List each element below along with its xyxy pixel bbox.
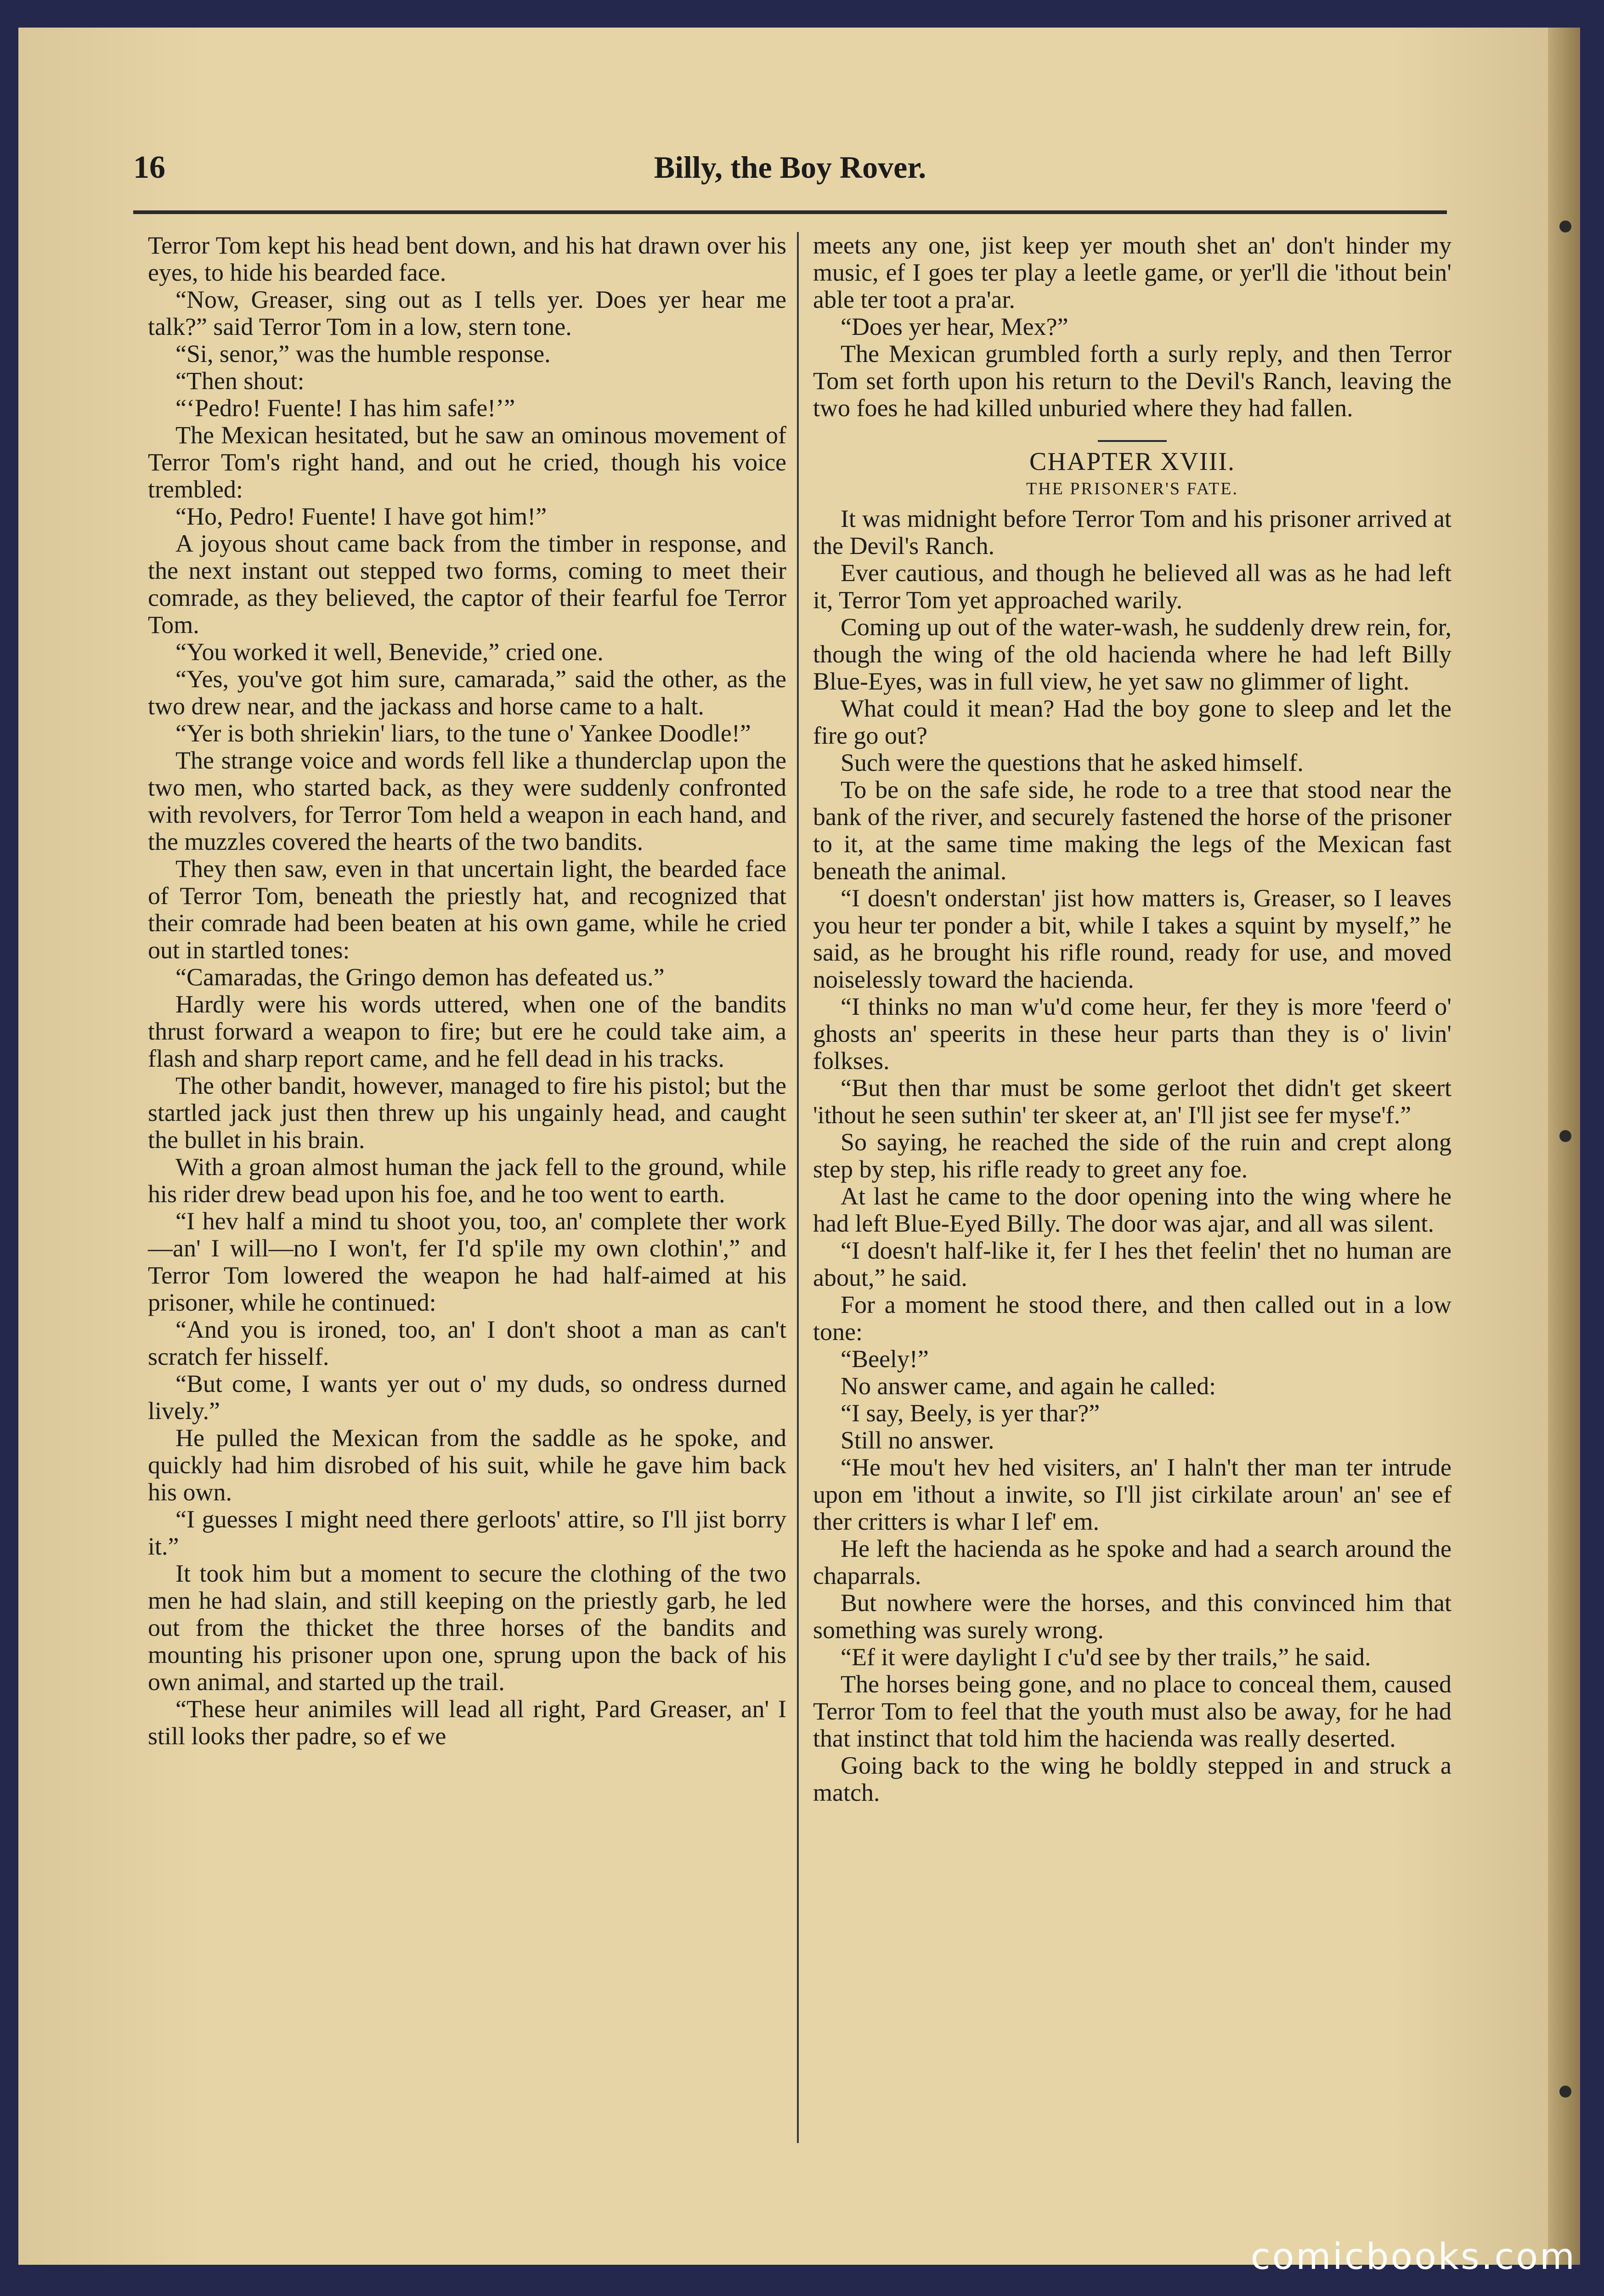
paragraph: “Camaradas, the Gringo demon has defeated us.” (175, 963, 665, 991)
right-column-top-text (813, 232, 1452, 422)
page-number: 16 (133, 150, 165, 185)
paragraph: For a moment he stood there, and then called out in a low tone: (813, 1291, 1452, 1346)
paragraph: “I guesses I might need there gerloots' attire, so I'll jist borry it.” (148, 1505, 786, 1560)
paragraph: Terror Tom kept his head bent down, and his hat drawn over his eyes, to hide his bearded face. (148, 232, 786, 286)
paragraph: A joyous shout came back from the timber in response, and the next instant out stepped two forms, coming to meet their comrade, as they believed, the captor of their fearful foe Terror Tom. (148, 530, 786, 639)
paragraph: “Ef it were daylight I c'u'd see by ther trails,” he said. (841, 1643, 1371, 1671)
right-column (813, 232, 1452, 1806)
paragraph: So saying, he reached the side of the ruin and crept along step by step, his rifle ready to greet any foe. (813, 1128, 1452, 1183)
paragraph: Coming up out of the water-wash, he suddenly drew rein, for, though the wing of the old hacienda where he had left Billy Blue-Eyes, was in full view, he yet saw no glimmer of light. (813, 613, 1452, 695)
paragraph: What could it mean? Had the boy gone to sleep and let the fire go out? (813, 695, 1452, 749)
paragraph: “I hev half a mind tu shoot you, too, an' complete ther work—an' I will—no I won't, fer I'd sp'ile my own clothin',” and Terror Tom lowered the weapon he had half-aimed at his prisoner, while he continued: (148, 1207, 786, 1316)
paragraph: “Yer is both shriekin' liars, to the tune o' Yankee Doodle!” (175, 719, 751, 747)
paragraph: The other bandit, however, managed to fire his pistol; but the startled jack just then threw up his ungainly head, and caught the bullet in his brain. (148, 1072, 786, 1154)
paragraph: With a groan almost human the jack fell to the ground, while his rider drew bead upon his foe, and he too went to earth. (148, 1153, 786, 1208)
paragraph: “But then thar must be some gerloot thet didn't get skeert 'ithout he seen suthin' ter skeer at, an' I'll jist see fer myse'f.” (813, 1074, 1452, 1129)
paragraph: “I doesn't onderstan' jist how matters is, Greaser, so I leaves you heur ter ponder a bit, while I takes a squint by myself,” he said, as he brought his rifle round, ready for use, and moved noiselessly toward the hacienda. (813, 884, 1452, 993)
binding-hole (1559, 1130, 1571, 1142)
paragraph: Still no answer. (841, 1426, 994, 1454)
binding-hole (1559, 221, 1571, 232)
paragraph: They then saw, even in that uncertain light, the bearded face of Terror Tom, beneath the priestly hat, and recognized that their comrade had been beaten at his own game, while he cried out in startled tones: (148, 855, 786, 964)
paragraph: “Si, senor,” was the humble response. (175, 340, 551, 368)
right-column-chapter-text (813, 505, 1452, 1806)
binding-hole (1559, 2086, 1571, 2098)
left-column (148, 232, 786, 1750)
paragraph: “Beely!” (841, 1345, 929, 1373)
paragraph: meets any one, jist keep yer mouth shet an' don't hinder my music, ef I goes ter play a leetle game, or yer'll die 'ithout bein' able ter toot a pra'ar. (813, 232, 1452, 313)
paragraph: Hardly were his words uttered, when one of the bandits thrust forward a weapon to fire; but ere he could take aim, a flash and sharp report came, and he fell dead in his tracks. (148, 990, 786, 1072)
paragraph: But nowhere were the horses, and this convinced him that something was surely wrong. (813, 1589, 1452, 1644)
paragraph: He left the hacienda as he spoke and had a search around the chaparrals. (813, 1535, 1452, 1589)
book-title: Billy, the Boy Rover. (654, 150, 926, 185)
header-rule (133, 210, 1447, 214)
paragraph: The strange voice and words fell like a thunderclap upon the two men, who started back, as they were suddenly confronted with revolvers, for Terror Tom held a weapon in each hand, and the muzzles covered the hearts of the two bandits. (148, 746, 786, 855)
chapter-heading: CHAPTER XVIII. (1029, 447, 1235, 476)
paragraph: No answer came, and again he called: (841, 1372, 1216, 1400)
paragraph: “I say, Beely, is yer thar?” (841, 1399, 1100, 1427)
paragraph: “And you is ironed, too, an' I don't shoot a man as can't scratch fer hisself. (148, 1316, 786, 1370)
paragraph: “Does yer hear, Mex?” (841, 313, 1068, 340)
paragraph: “But come, I wants yer out o' my duds, so ondress durned lively.” (148, 1370, 786, 1425)
paragraph: It was midnight before Terror Tom and his prisoner arrived at the Devil's Ranch. (813, 505, 1452, 560)
paragraph: “‘Pedro! Fuente! I has him safe!’” (175, 394, 515, 422)
paragraph: “You worked it well, Benevide,” cried one. (175, 638, 604, 666)
paragraph: It took him but a moment to secure the clothing of the two men he had slain, and still keeping on the priestly garb, he led out from the thicket the three horses of the bandits and mounting his prisoner upon one, sprung upon the back of his own animal, and started up the trail. (148, 1560, 786, 1696)
running-head (133, 145, 1447, 195)
paragraph: The Mexican grumbled forth a surly reply, and then Terror Tom set forth upon his return to the Devil's Ranch, leaving the two foes he had killed unburied where they had fallen. (813, 340, 1452, 422)
paragraph: “I thinks no man w'u'd come heur, fer they is more 'feerd o' ghosts an' speerits in these heur parts than they is o' livin' folkses. (813, 993, 1452, 1074)
paragraph: “Yes, you've got him sure, camarada,” said the other, as the two drew near, and the jackass and horse came to a halt. (148, 665, 786, 720)
paragraph: To be on the safe side, he rode to a tree that stood near the bank of the river, and securely fastened the horse of the prisoner to it, at the same time making the legs of the Mexican fast beneath the animal. (813, 776, 1452, 885)
page-spine (1548, 28, 1580, 2265)
watermark: comicbooks.com (1250, 2236, 1576, 2278)
paragraph: “Ho, Pedro! Fuente! I have got him!” (175, 503, 547, 530)
paragraph: Ever cautious, and though he believed all was as he had left it, Terror Tom yet approached warily. (813, 559, 1452, 614)
column-divider (797, 232, 799, 2143)
paragraph: “I doesn't half-like it, fer I hes thet feelin' thet no human are about,” he said. (813, 1237, 1452, 1291)
paragraph: “Now, Greaser, sing out as I tells yer. Does yer hear me talk?” said Terror Tom in a low, stern tone. (148, 286, 786, 340)
paragraph: The horses being gone, and no place to conceal them, caused Terror Tom to feel that the youth must also be away, for he had that instinct that told him the hacienda was really deserted. (813, 1670, 1452, 1752)
paragraph: At last he came to the door opening into the wing where he had left Blue-Eyed Billy. The door was ajar, and all was silent. (813, 1182, 1452, 1237)
paragraph: He pulled the Mexican from the saddle as he spoke, and quickly had him disrobed of his suit, while he gave him back his own. (148, 1424, 786, 1506)
paragraph: “He mou't hev hed visiters, an' I haln't ther man ter intrude upon em 'ithout a inwite, so I'll jist cirkilate aroun' an' see ef ther critters is whar I lef' em. (813, 1453, 1452, 1535)
chapter-subheading: THE PRISONER'S FATE. (1026, 479, 1239, 498)
paragraph: The Mexican hesitated, but he saw an ominous movement of Terror Tom's right hand, and out he cried, though his voice trembled: (148, 421, 786, 503)
paragraph: Such were the questions that he asked himself. (841, 749, 1304, 776)
section-divider (1098, 440, 1167, 442)
paragraph: “Then shout: (175, 367, 305, 395)
paragraph: Going back to the wing he boldly stepped in and struck a match. (813, 1752, 1452, 1806)
paragraph: “These heur animiles will lead all right, Pard Greaser, an' I still looks ther padre, so ef we (148, 1695, 786, 1750)
